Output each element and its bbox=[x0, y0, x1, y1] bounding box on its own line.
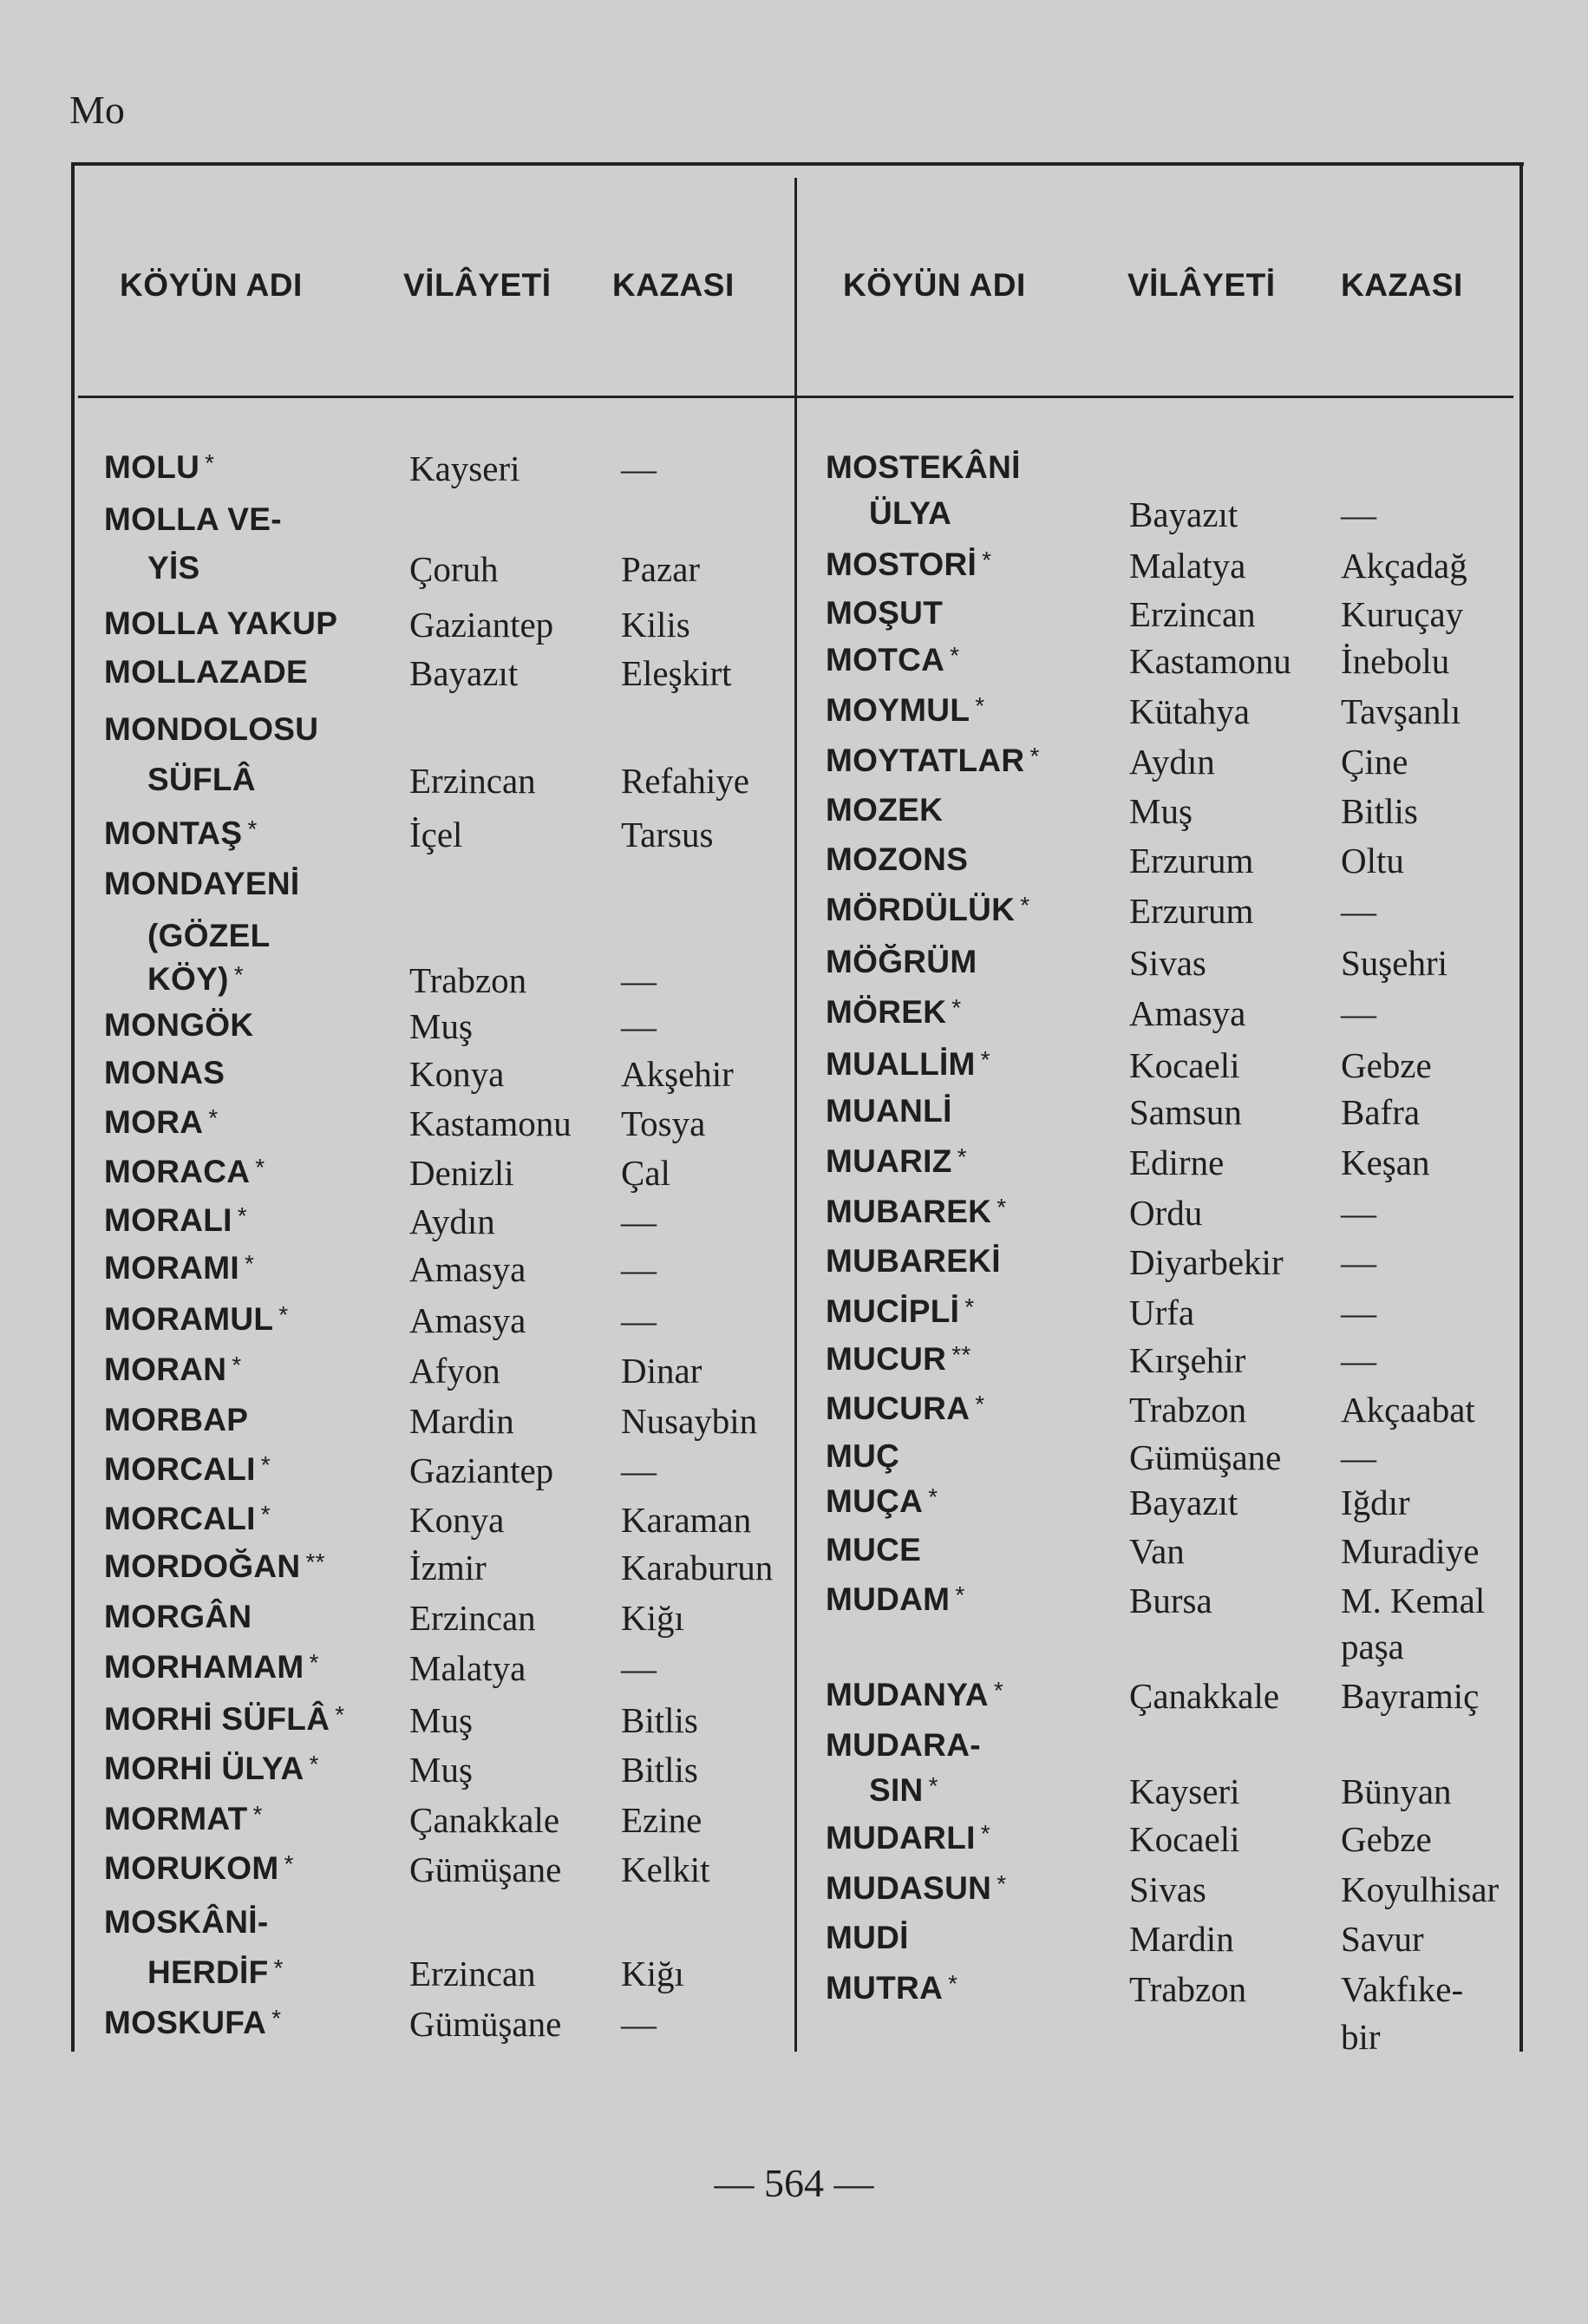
asterisk-mark: * bbox=[237, 1202, 247, 1229]
province-name: Çanakkale bbox=[409, 1800, 560, 1840]
village-name: HERDİF * bbox=[147, 1954, 284, 1990]
village-name: MUDARA- bbox=[826, 1727, 981, 1763]
district-name: Bitlis bbox=[621, 1750, 698, 1790]
village-name: MUBAREKİ bbox=[826, 1243, 1001, 1279]
asterisk-mark: * bbox=[980, 1046, 990, 1073]
province-name: Muş bbox=[409, 1006, 473, 1046]
province-name: Muş bbox=[409, 1700, 473, 1740]
district-name: Eleşkirt bbox=[621, 653, 732, 693]
district-name: Kiğı bbox=[621, 1598, 684, 1638]
district-name: — bbox=[621, 1249, 657, 1289]
village-name: MÖREK * bbox=[826, 994, 962, 1030]
district-name: Ezine bbox=[621, 1800, 703, 1840]
outer-left-rule bbox=[71, 165, 75, 2052]
district-name: Bafra bbox=[1341, 1092, 1421, 1132]
district-name: Savur bbox=[1341, 1919, 1424, 1959]
village-name: MONDAYENİ bbox=[104, 866, 300, 901]
province-name: Mardin bbox=[409, 1401, 514, 1441]
asterisk-mark: * bbox=[232, 1352, 242, 1378]
village-name: MORALI * bbox=[104, 1202, 247, 1238]
province-name: Amasya bbox=[1129, 993, 1246, 1033]
asterisk-mark: * bbox=[255, 1154, 265, 1181]
district-name: — bbox=[1341, 1340, 1376, 1380]
district-name: Akçadağ bbox=[1341, 546, 1467, 586]
asterisk-mark: * bbox=[975, 692, 985, 719]
district-name: — bbox=[621, 448, 657, 488]
village-name: MORHAMAM * bbox=[104, 1649, 319, 1685]
asterisk-mark: * bbox=[278, 1301, 289, 1328]
district-name: Gebze bbox=[1341, 1045, 1432, 1085]
district-name: paşa bbox=[1341, 1627, 1404, 1666]
village-name: MORHİ SÜFLÂ * bbox=[104, 1701, 345, 1737]
province-name: Kayseri bbox=[1129, 1771, 1240, 1811]
province-name: Erzincan bbox=[1129, 594, 1256, 634]
province-name: Kırşehir bbox=[1129, 1340, 1246, 1380]
village-name: MONAS bbox=[104, 1055, 225, 1090]
province-name: Çoruh bbox=[409, 549, 499, 589]
village-name: MORGÂN bbox=[104, 1599, 252, 1634]
left-header-province: VİLÂYETİ bbox=[403, 267, 552, 303]
province-name: Kayseri bbox=[409, 448, 520, 488]
village-name: MORCALI * bbox=[104, 1451, 271, 1487]
village-name: MUARIZ * bbox=[826, 1143, 967, 1179]
village-entry-row bbox=[0, 1727, 1588, 1763]
village-name: MOLLA YAKUP bbox=[104, 606, 338, 641]
village-name: MUDİ bbox=[826, 1920, 909, 1955]
page-number: — 564 — bbox=[714, 2161, 874, 2205]
district-name: — bbox=[1341, 993, 1376, 1033]
province-name: Malatya bbox=[409, 1648, 526, 1688]
district-name: İnebolu bbox=[1341, 641, 1450, 681]
district-name: Koyulhisar bbox=[1341, 1869, 1500, 1909]
village-name: MUÇ bbox=[826, 1438, 900, 1474]
village-name: MORA * bbox=[104, 1104, 219, 1140]
village-name: (GÖZEL bbox=[147, 918, 271, 953]
village-name: MOŞUT bbox=[826, 595, 944, 631]
province-name: Kocaeli bbox=[1129, 1819, 1240, 1859]
province-name: Trabzon bbox=[1129, 1390, 1247, 1430]
village-name: MONGÖK bbox=[104, 1007, 254, 1043]
district-name: Refahiye bbox=[621, 761, 749, 801]
village-name: MUCİPLİ * bbox=[826, 1293, 975, 1329]
asterisk-mark: * bbox=[997, 1870, 1007, 1897]
village-name: MUDAM * bbox=[826, 1581, 965, 1617]
province-name: Edirne bbox=[1129, 1142, 1225, 1182]
province-name: Erzincan bbox=[409, 1598, 536, 1638]
province-name: Sivas bbox=[1129, 1869, 1206, 1909]
asterisk-mark: * bbox=[205, 449, 215, 476]
asterisk-mark: * bbox=[964, 1293, 975, 1320]
village-name: MUALLİM * bbox=[826, 1046, 990, 1082]
village-name: MUTRA * bbox=[826, 1970, 958, 2006]
village-name: MUCUR ** bbox=[826, 1341, 971, 1377]
province-name: Bursa bbox=[1129, 1581, 1212, 1620]
district-name: — bbox=[621, 2004, 657, 2044]
village-name: MORHİ ÜLYA * bbox=[104, 1751, 319, 1786]
village-name: MÖRDÜLÜK * bbox=[826, 892, 1030, 927]
village-name: MOSTEKÂNİ bbox=[826, 449, 1021, 485]
asterisk-mark: * bbox=[955, 1581, 965, 1608]
village-name: MOYTATLAR * bbox=[826, 743, 1040, 778]
province-name: Gaziantep bbox=[409, 1450, 554, 1490]
province-name: Bayazıt bbox=[1129, 1483, 1238, 1522]
village-entry-row bbox=[0, 841, 1588, 881]
district-name: Karaman bbox=[621, 1500, 752, 1540]
district-name: Vakfıke- bbox=[1341, 1969, 1464, 2009]
village-name: MORAMI * bbox=[104, 1250, 255, 1286]
village-name: MOZEK bbox=[826, 792, 944, 828]
village-name: MOLLA VE- bbox=[104, 501, 282, 537]
village-name: MÖĞRÜM bbox=[826, 944, 977, 979]
district-name: Karaburun bbox=[621, 1548, 774, 1588]
asterisk-mark: * bbox=[1020, 892, 1030, 919]
district-name: Akçaabat bbox=[1341, 1390, 1475, 1430]
asterisk-mark: * bbox=[1029, 743, 1040, 769]
province-name: Gümüşane bbox=[409, 1849, 562, 1889]
district-name: Suşehri bbox=[1341, 943, 1447, 983]
district-name: Nusaybin bbox=[621, 1401, 758, 1441]
center-rule bbox=[794, 178, 797, 2052]
district-name: Kiğı bbox=[621, 1954, 684, 1993]
village-name: SÜFLÂ bbox=[147, 762, 256, 797]
province-name: Denizli bbox=[409, 1153, 514, 1193]
district-name: — bbox=[1341, 494, 1376, 534]
province-name: Van bbox=[1129, 1531, 1185, 1571]
province-name: Çanakkale bbox=[1129, 1676, 1280, 1716]
district-name: Muradiye bbox=[1341, 1531, 1480, 1571]
province-name: Erzincan bbox=[409, 1954, 536, 1993]
asterisk-mark: * bbox=[260, 1451, 271, 1478]
village-name: MORBAP bbox=[104, 1402, 249, 1437]
village-name: MOTCA * bbox=[826, 642, 960, 678]
village-name: MOYMUL * bbox=[826, 692, 985, 728]
district-name: Iğdır bbox=[1341, 1483, 1410, 1522]
province-name: Erzincan bbox=[409, 761, 536, 801]
village-name: KÖY) * bbox=[147, 961, 244, 997]
province-name: Muş bbox=[1129, 791, 1193, 831]
village-name: MUBAREK * bbox=[826, 1194, 1007, 1229]
asterisk-mark: * bbox=[271, 2005, 282, 2032]
village-name bbox=[826, 2020, 831, 2052]
village-name: MUÇA * bbox=[826, 1483, 938, 1519]
asterisk-mark: * bbox=[975, 1391, 985, 1417]
province-name: Gaziantep bbox=[409, 605, 554, 645]
province-name: Afyon bbox=[409, 1351, 500, 1391]
district-name: Akşehir bbox=[621, 1054, 734, 1094]
village-name: MOSKUFA * bbox=[104, 2005, 282, 2040]
district-name: — bbox=[1341, 1293, 1376, 1332]
district-name: Kuruçay bbox=[1341, 594, 1464, 634]
village-name: MONDOLOSU bbox=[104, 711, 319, 747]
province-name: Amasya bbox=[409, 1249, 526, 1289]
province-name: Konya bbox=[409, 1500, 505, 1540]
district-name: — bbox=[621, 1006, 657, 1046]
village-entry-row bbox=[0, 1627, 1588, 1666]
district-name: Bitlis bbox=[621, 1700, 698, 1740]
province-name: Samsun bbox=[1129, 1092, 1242, 1132]
province-name: Bayazıt bbox=[1129, 494, 1238, 534]
province-name: Malatya bbox=[1129, 546, 1246, 586]
district-name: Bünyan bbox=[1341, 1771, 1452, 1811]
district-name: — bbox=[1341, 1242, 1376, 1282]
district-name: — bbox=[621, 960, 657, 1000]
district-name: Dinar bbox=[621, 1351, 703, 1391]
province-name: Gümüşane bbox=[409, 2004, 562, 2044]
asterisk-mark: * bbox=[980, 1820, 990, 1847]
district-name: Oltu bbox=[1341, 841, 1404, 881]
district-name: Bayramiç bbox=[1341, 1676, 1480, 1716]
asterisk-mark: * bbox=[951, 994, 962, 1021]
asterisk-mark: * bbox=[957, 1143, 967, 1170]
asterisk-mark: * bbox=[309, 1751, 319, 1777]
asterisk-mark: * bbox=[982, 547, 992, 573]
village-name: SIN * bbox=[869, 1772, 938, 1808]
district-name: — bbox=[621, 1300, 657, 1340]
province-name: Trabzon bbox=[409, 960, 527, 1000]
asterisk-mark: * bbox=[252, 1801, 263, 1828]
province-name: Amasya bbox=[409, 1300, 526, 1340]
village-name: MUDASUN * bbox=[826, 1870, 1007, 1906]
district-name: — bbox=[1341, 1193, 1376, 1233]
district-name: — bbox=[1341, 1437, 1376, 1477]
asterisk-mark: * bbox=[233, 961, 244, 988]
asterisk-mark: * bbox=[273, 1954, 284, 1981]
right-header-district: KAZASI bbox=[1341, 267, 1463, 303]
asterisk-mark: * bbox=[948, 1970, 958, 1997]
village-name: MOZONS bbox=[826, 841, 969, 877]
asterisk-mark: ** bbox=[951, 1341, 971, 1368]
asterisk-mark: * bbox=[208, 1104, 219, 1131]
village-name: MUCURA * bbox=[826, 1391, 985, 1426]
district-name: Pazar bbox=[621, 549, 701, 589]
village-entry-row bbox=[0, 791, 1588, 831]
district-name: — bbox=[621, 1648, 657, 1688]
district-name: Çal bbox=[621, 1153, 670, 1193]
asterisk-mark: * bbox=[997, 1194, 1007, 1221]
province-name: Kocaeli bbox=[1129, 1045, 1240, 1085]
asterisk-mark: * bbox=[284, 1850, 294, 1877]
province-name: Konya bbox=[409, 1054, 505, 1094]
village-name: ÜLYA bbox=[869, 495, 952, 531]
village-name: YİS bbox=[147, 550, 200, 586]
province-name: Mardin bbox=[1129, 1919, 1234, 1959]
province-name: Kastamonu bbox=[409, 1103, 572, 1143]
village-name: MOSTORİ * bbox=[826, 547, 992, 582]
village-name: MORDOĞAN ** bbox=[104, 1548, 325, 1584]
left-header-district: KAZASI bbox=[612, 267, 735, 303]
asterisk-mark: * bbox=[335, 1701, 345, 1728]
province-name: Ordu bbox=[1129, 1193, 1203, 1233]
village-entry-row bbox=[0, 1771, 1588, 1811]
village-name: MUANLİ bbox=[826, 1093, 952, 1129]
asterisk-mark: * bbox=[993, 1677, 1004, 1704]
asterisk-mark: * bbox=[950, 642, 960, 669]
province-name: Erzurum bbox=[1129, 841, 1254, 881]
district-name: Kelkit bbox=[621, 1849, 710, 1889]
province-name: İçel bbox=[409, 815, 463, 854]
village-name: MORMAT * bbox=[104, 1801, 263, 1836]
village-name: MOSKÂNİ- bbox=[104, 1904, 269, 1940]
right-header-province: VİLÂYETİ bbox=[1127, 267, 1276, 303]
village-name: MONTAŞ * bbox=[104, 815, 258, 851]
district-name: — bbox=[621, 1450, 657, 1490]
asterisk-mark: * bbox=[309, 1649, 319, 1676]
province-name: Urfa bbox=[1129, 1293, 1195, 1332]
province-name: İzmir bbox=[409, 1548, 487, 1588]
village-name bbox=[826, 1629, 831, 1661]
village-name: MOLU * bbox=[104, 449, 215, 485]
district-name: Tavşanlı bbox=[1341, 691, 1461, 731]
running-head: Mo bbox=[69, 88, 125, 132]
province-name: Gümüşane bbox=[1129, 1437, 1282, 1477]
province-name: Erzurum bbox=[1129, 891, 1254, 931]
asterisk-mark: * bbox=[247, 815, 258, 842]
province-name: Aydın bbox=[409, 1201, 495, 1241]
village-name: MORACA * bbox=[104, 1154, 265, 1189]
district-name: — bbox=[1341, 891, 1376, 931]
province-name: Kütahya bbox=[1129, 691, 1250, 731]
village-name: MUDANYA * bbox=[826, 1677, 1004, 1712]
village-name: MOLLAZADE bbox=[104, 654, 308, 690]
village-name: MORUKOM * bbox=[104, 1850, 294, 1886]
province-name: Sivas bbox=[1129, 943, 1206, 983]
asterisk-mark: * bbox=[928, 1483, 938, 1510]
district-name: Keşan bbox=[1341, 1142, 1430, 1182]
village-name: MORAMUL * bbox=[104, 1301, 289, 1337]
province-name: Diyarbekir bbox=[1129, 1242, 1284, 1282]
village-name: MUDARLI * bbox=[826, 1820, 990, 1856]
asterisk-mark: * bbox=[244, 1250, 255, 1277]
district-name: M. Kemal bbox=[1341, 1581, 1486, 1620]
district-name: Çine bbox=[1341, 742, 1408, 782]
district-name: Kilis bbox=[621, 605, 690, 645]
village-name: MORCALI * bbox=[104, 1501, 271, 1536]
village-name: MUCE bbox=[826, 1532, 922, 1568]
province-name: Kastamonu bbox=[1129, 641, 1291, 681]
district-name: Tosya bbox=[621, 1103, 706, 1143]
asterisk-mark: ** bbox=[305, 1548, 325, 1575]
asterisk-mark: * bbox=[928, 1772, 938, 1799]
district-name: Tarsus bbox=[621, 815, 714, 854]
left-header-village-name: KÖYÜN ADI bbox=[120, 267, 303, 303]
right-header-village-name: KÖYÜN ADI bbox=[843, 267, 1026, 303]
district-name: Bitlis bbox=[1341, 791, 1418, 831]
province-name: Muş bbox=[409, 1750, 473, 1790]
province-name: Trabzon bbox=[1129, 1969, 1247, 2009]
province-name: Aydın bbox=[1129, 742, 1215, 782]
province-name: Bayazıt bbox=[409, 653, 519, 693]
district-name: — bbox=[621, 1201, 657, 1241]
district-name: bir bbox=[1341, 2017, 1381, 2057]
asterisk-mark: * bbox=[260, 1501, 271, 1528]
district-name: Gebze bbox=[1341, 1819, 1432, 1859]
village-name: MORAN * bbox=[104, 1352, 242, 1387]
outer-right-rule bbox=[1519, 165, 1523, 2052]
top-rule bbox=[71, 162, 1524, 166]
